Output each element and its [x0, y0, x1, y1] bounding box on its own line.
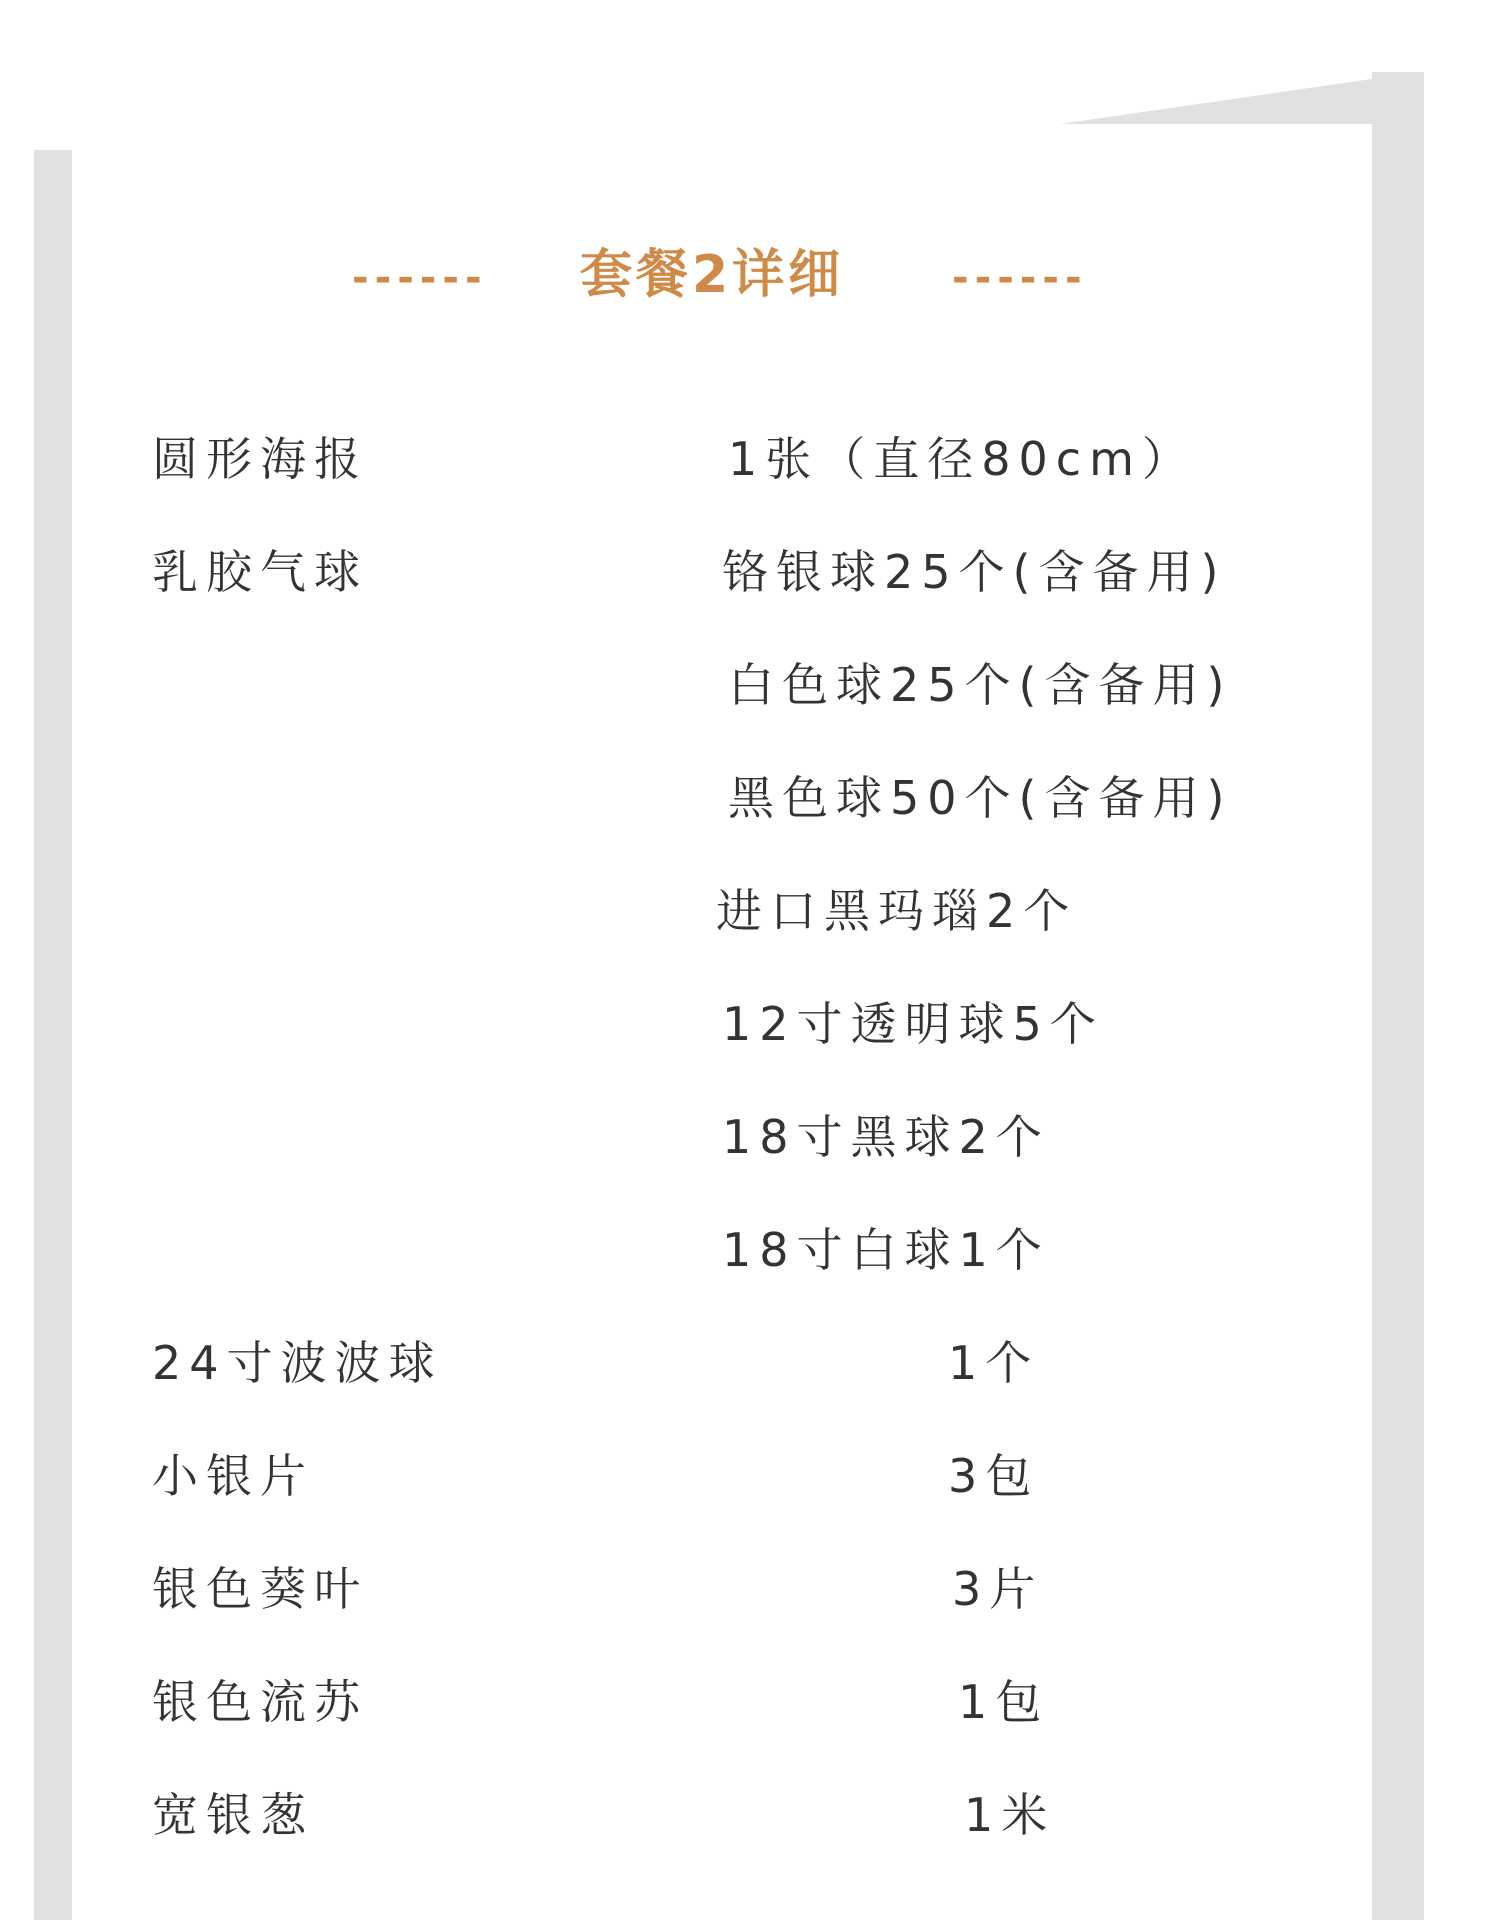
- title-right-dashes: ------: [952, 255, 1088, 301]
- item-row-latex-18-white: [0, 1215, 1500, 1285]
- item-row-silver-sequins: [0, 1441, 1500, 1511]
- item-qty: 进口黑玛瑙2个: [716, 884, 1078, 938]
- item-qty: 1包: [958, 1675, 1050, 1729]
- item-row-latex-18-black: [0, 1102, 1500, 1172]
- item-row-silver-leaves: [0, 1554, 1500, 1624]
- item-qty: 1张（直径80cm）: [728, 432, 1196, 486]
- item-row-latex-balloons: [0, 537, 1500, 607]
- item-qty: 黑色球50个(含备用): [728, 771, 1233, 825]
- item-row-poster: [0, 424, 1500, 494]
- item-qty: 18寸黑球2个: [722, 1110, 1050, 1164]
- item-row-latex-white: [0, 650, 1500, 720]
- item-qty: 3片: [952, 1562, 1044, 1616]
- section-header: [0, 240, 1450, 310]
- item-row-silver-tinsel: [0, 1780, 1500, 1850]
- item-name: 24寸波波球: [152, 1336, 443, 1390]
- item-qty: 3包: [948, 1449, 1040, 1503]
- item-name: 宽银葱: [152, 1788, 314, 1842]
- item-qty: 1米: [964, 1788, 1056, 1842]
- item-name: 乳胶气球: [152, 545, 368, 599]
- item-row-latex-agate: [0, 876, 1500, 946]
- item-qty: 12寸透明球5个: [722, 997, 1104, 1051]
- title-left-dashes: ------: [352, 255, 488, 301]
- section-title: 套餐2详细: [580, 245, 845, 305]
- item-qty: 18寸白球1个: [722, 1223, 1050, 1277]
- item-row-latex-clear: [0, 989, 1500, 1059]
- item-name: 银色葵叶: [152, 1562, 368, 1616]
- item-row-silver-tassel: [0, 1667, 1500, 1737]
- item-name: 小银片: [152, 1449, 314, 1503]
- item-qty: 白色球25个(含备用): [728, 658, 1233, 712]
- item-qty: 1个: [948, 1336, 1040, 1390]
- item-row-bobo-balloon: [0, 1328, 1500, 1398]
- item-row-latex-black: [0, 763, 1500, 833]
- item-qty: 铬银球25个(含备用): [722, 545, 1227, 599]
- item-name: 圆形海报: [152, 432, 368, 486]
- item-name: 银色流苏: [152, 1675, 368, 1729]
